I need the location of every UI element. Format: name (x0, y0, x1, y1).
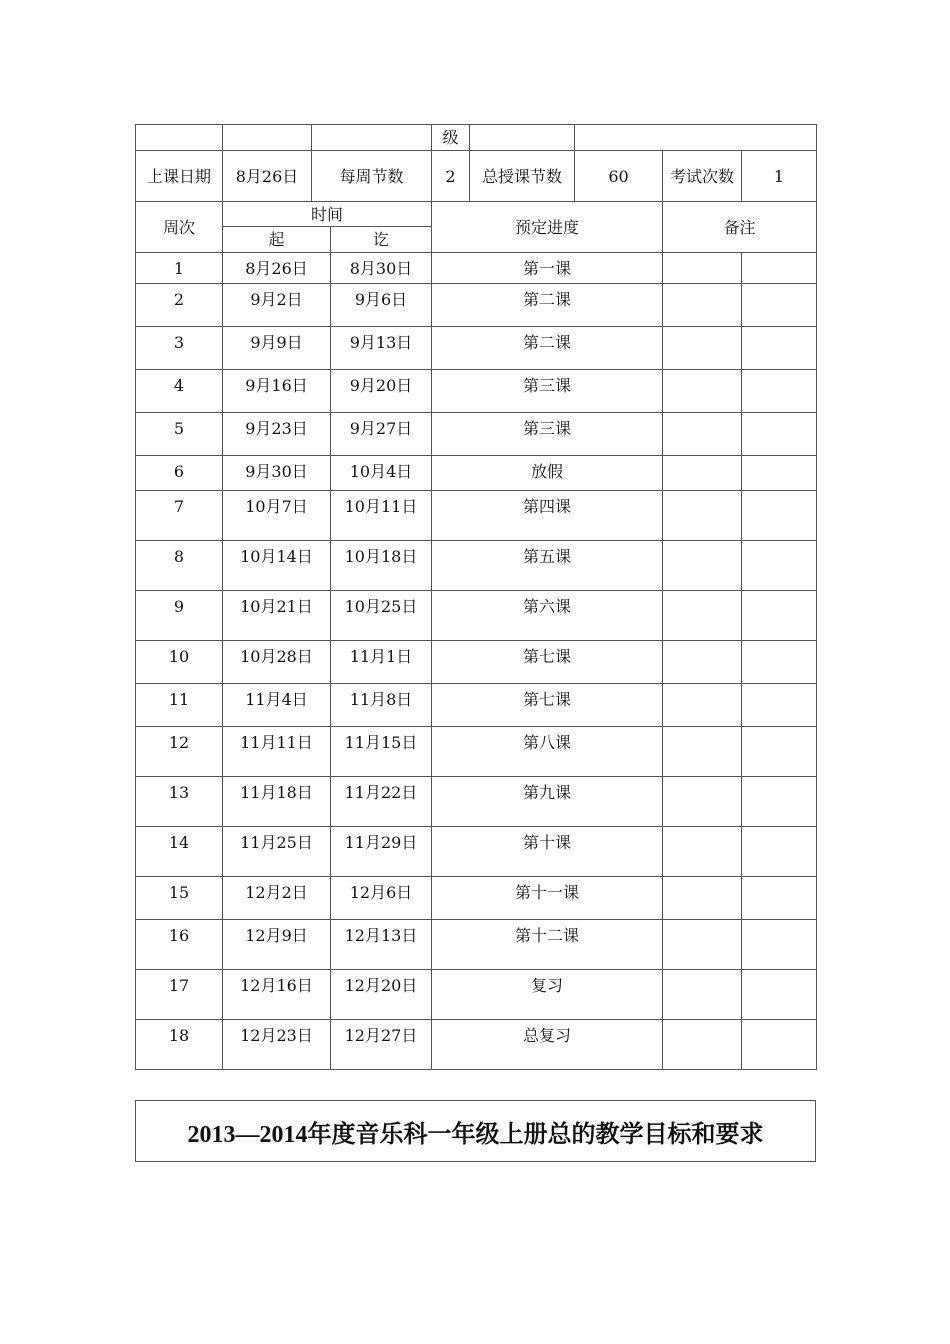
start-date-cell: 10月21日 (223, 591, 331, 641)
progress-cell: 第七课 (432, 641, 663, 684)
week-cell: 9 (136, 591, 223, 641)
table-row (136, 727, 817, 777)
progress-cell: 第二课 (432, 327, 663, 370)
table-row (136, 370, 817, 413)
remarks-extra-cell (742, 327, 817, 370)
footer-title-box (135, 1100, 816, 1162)
remarks-cell (663, 684, 742, 727)
start-date-cell: 11月18日 (223, 777, 331, 827)
remarks-extra-cell (742, 684, 817, 727)
week-cell: 12 (136, 727, 223, 777)
total-lessons-label: 总授课节数 (470, 151, 575, 202)
remarks-extra-cell (742, 456, 817, 491)
remarks-extra-cell (742, 370, 817, 413)
progress-cell: 第九课 (432, 777, 663, 827)
remarks-extra-cell (742, 413, 817, 456)
table-row (136, 877, 817, 920)
progress-cell: 第七课 (432, 684, 663, 727)
empty-cell (470, 125, 575, 151)
end-date-cell: 10月4日 (331, 456, 432, 491)
table-row (136, 284, 817, 327)
week-cell: 16 (136, 920, 223, 970)
info-row (136, 151, 817, 202)
remarks-cell (663, 413, 742, 456)
exam-count-label: 考试次数 (663, 151, 742, 202)
start-date-cell: 12月16日 (223, 970, 331, 1020)
end-date-cell: 12月13日 (331, 920, 432, 970)
start-header: 起 (223, 227, 331, 253)
remarks-extra-cell (742, 970, 817, 1020)
start-date-label: 上课日期 (136, 151, 223, 202)
end-date-cell: 12月20日 (331, 970, 432, 1020)
week-cell: 15 (136, 877, 223, 920)
progress-cell: 总复习 (432, 1020, 663, 1070)
end-date-cell: 11月22日 (331, 777, 432, 827)
table-row (136, 491, 817, 541)
end-date-cell: 12月6日 (331, 877, 432, 920)
progress-cell: 第十课 (432, 827, 663, 877)
remarks-extra-cell (742, 641, 817, 684)
per-week-label: 每周节数 (312, 151, 432, 202)
start-date-cell: 10月14日 (223, 541, 331, 591)
progress-header: 预定进度 (432, 202, 663, 253)
start-date-value: 8月26日 (223, 151, 312, 202)
table-row (136, 920, 817, 970)
week-cell: 1 (136, 253, 223, 284)
end-header: 讫 (331, 227, 432, 253)
table-row (136, 413, 817, 456)
progress-cell: 第十二课 (432, 920, 663, 970)
end-date-cell: 9月20日 (331, 370, 432, 413)
progress-cell: 第一课 (432, 253, 663, 284)
per-week-value: 2 (432, 151, 470, 202)
start-date-cell: 11月4日 (223, 684, 331, 727)
remarks-cell (663, 727, 742, 777)
start-date-cell: 12月9日 (223, 920, 331, 970)
exam-count-value: 1 (742, 151, 817, 202)
remarks-cell (663, 920, 742, 970)
end-date-cell: 9月13日 (331, 327, 432, 370)
time-header: 时间 (223, 202, 432, 227)
start-date-cell: 10月7日 (223, 491, 331, 541)
week-cell: 4 (136, 370, 223, 413)
week-cell: 6 (136, 456, 223, 491)
end-date-cell: 11月15日 (331, 727, 432, 777)
schedule-table (135, 124, 817, 1070)
remarks-cell (663, 591, 742, 641)
remarks-extra-cell (742, 284, 817, 327)
table-row (136, 456, 817, 491)
remarks-extra-cell (742, 727, 817, 777)
remarks-cell (663, 827, 742, 877)
grade-label: 级 (432, 125, 470, 151)
table-row (136, 327, 817, 370)
table-row (136, 684, 817, 727)
remarks-extra-cell (742, 827, 817, 877)
column-header-row (136, 202, 817, 227)
empty-cell (136, 125, 223, 151)
start-date-cell: 10月28日 (223, 641, 331, 684)
end-date-cell: 10月25日 (331, 591, 432, 641)
start-date-cell: 9月23日 (223, 413, 331, 456)
schedule-sheet (135, 124, 816, 1070)
remarks-cell (663, 456, 742, 491)
progress-cell: 第二课 (432, 284, 663, 327)
table-row (136, 827, 817, 877)
remarks-extra-cell (742, 777, 817, 827)
week-cell: 8 (136, 541, 223, 591)
week-cell: 18 (136, 1020, 223, 1070)
week-cell: 7 (136, 491, 223, 541)
end-date-cell: 11月1日 (331, 641, 432, 684)
remarks-extra-cell (742, 877, 817, 920)
remarks-extra-cell (742, 491, 817, 541)
progress-cell: 第十一课 (432, 877, 663, 920)
progress-cell: 复习 (432, 970, 663, 1020)
start-date-cell: 11月25日 (223, 827, 331, 877)
progress-cell: 第八课 (432, 727, 663, 777)
remarks-cell (663, 541, 742, 591)
table-row (136, 591, 817, 641)
start-date-cell: 12月2日 (223, 877, 331, 920)
table-row (136, 777, 817, 827)
remarks-extra-cell (742, 1020, 817, 1070)
end-date-cell: 10月18日 (331, 541, 432, 591)
remarks-cell (663, 253, 742, 284)
remarks-cell (663, 370, 742, 413)
table-row (136, 970, 817, 1020)
remarks-extra-cell (742, 253, 817, 284)
week-cell: 5 (136, 413, 223, 456)
week-cell: 14 (136, 827, 223, 877)
progress-cell: 第三课 (432, 370, 663, 413)
schedule-body (136, 125, 817, 1070)
progress-cell: 第五课 (432, 541, 663, 591)
table-row (136, 253, 817, 284)
start-date-cell: 9月9日 (223, 327, 331, 370)
empty-cell (575, 125, 817, 151)
end-date-cell: 11月29日 (331, 827, 432, 877)
remarks-cell (663, 777, 742, 827)
week-cell: 11 (136, 684, 223, 727)
progress-cell: 第六课 (432, 591, 663, 641)
week-cell: 10 (136, 641, 223, 684)
end-date-cell: 12月27日 (331, 1020, 432, 1070)
week-header: 周次 (136, 202, 223, 253)
remarks-extra-cell (742, 541, 817, 591)
end-date-cell: 10月11日 (331, 491, 432, 541)
start-date-cell: 9月16日 (223, 370, 331, 413)
remarks-extra-cell (742, 920, 817, 970)
start-date-cell: 12月23日 (223, 1020, 331, 1070)
week-cell: 3 (136, 327, 223, 370)
total-lessons-value: 60 (575, 151, 663, 202)
start-date-cell: 11月11日 (223, 727, 331, 777)
end-date-cell: 11月8日 (331, 684, 432, 727)
footer-title: 2013—2014年度音乐科一年级上册总的教学目标和要求 (187, 1121, 764, 1148)
grade-row (136, 125, 817, 151)
week-cell: 17 (136, 970, 223, 1020)
remarks-cell (663, 1020, 742, 1070)
week-cell: 13 (136, 777, 223, 827)
end-date-cell: 8月30日 (331, 253, 432, 284)
empty-cell (312, 125, 432, 151)
remarks-cell (663, 327, 742, 370)
remarks-cell (663, 970, 742, 1020)
table-row (136, 641, 817, 684)
empty-cell (223, 125, 312, 151)
remarks-cell (663, 877, 742, 920)
remarks-cell (663, 491, 742, 541)
remarks-cell (663, 641, 742, 684)
end-date-cell: 9月6日 (331, 284, 432, 327)
start-date-cell: 9月30日 (223, 456, 331, 491)
start-date-cell: 8月26日 (223, 253, 331, 284)
progress-cell: 第四课 (432, 491, 663, 541)
week-cell: 2 (136, 284, 223, 327)
start-date-cell: 9月2日 (223, 284, 331, 327)
table-row (136, 541, 817, 591)
remarks-extra-cell (742, 591, 817, 641)
remarks-cell (663, 284, 742, 327)
progress-cell: 放假 (432, 456, 663, 491)
remarks-header: 备注 (663, 202, 817, 253)
progress-cell: 第三课 (432, 413, 663, 456)
end-date-cell: 9月27日 (331, 413, 432, 456)
table-row (136, 1020, 817, 1070)
